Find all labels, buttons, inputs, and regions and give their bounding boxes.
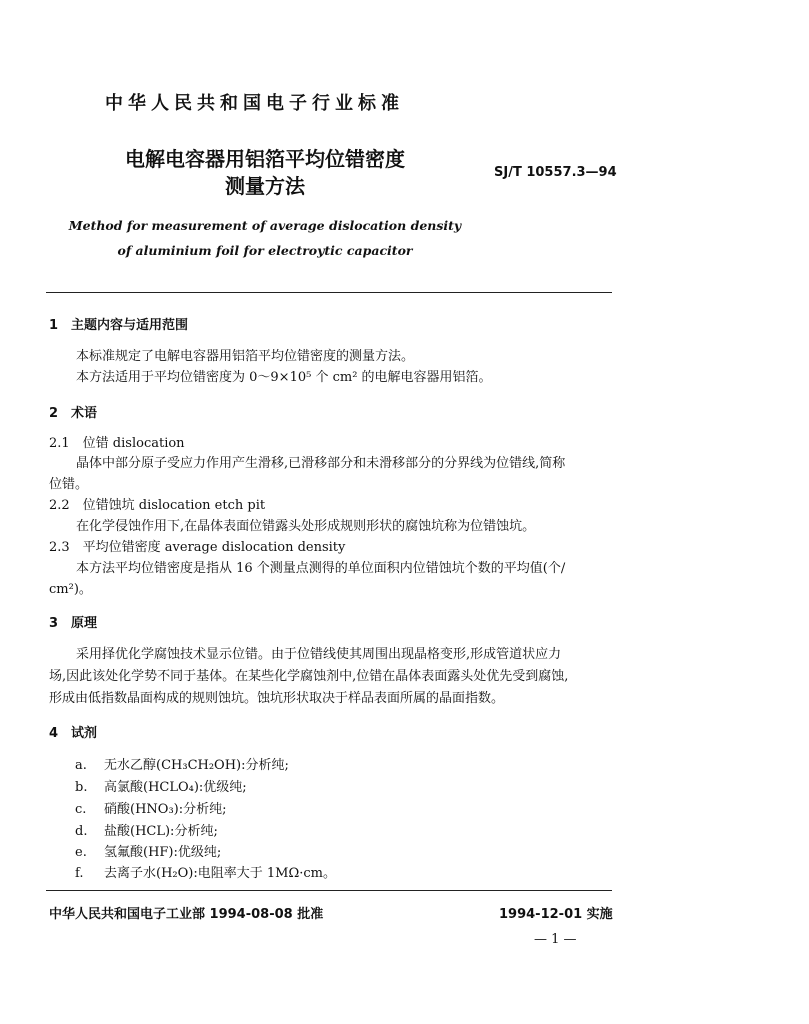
reagent-text: 高氯酸(HCLO₄):优级纯; <box>104 780 247 795</box>
reagent-item-f <box>75 862 336 881</box>
reagent-item-d <box>75 820 218 839</box>
page-number: — 1 — <box>534 932 577 947</box>
subsection-2-1-title: 2.1 位错 dislocation <box>49 436 185 451</box>
reagent-item-e <box>75 841 221 860</box>
section-3-line-2: 场,因此该处化学势不同于基体。在某些化学腐蚀剂中,位错在晶体表面露头处优先受到腐蚀, <box>49 669 569 684</box>
standard-header: 中华人民共和国电子行业标准 <box>105 93 404 114</box>
section-3-line-1: 采用择优化学腐蚀技术显示位错。由于位错线使其周围出现晶格变形,形成管道状应力 <box>76 647 562 662</box>
subsection-2-2-line-1: 在化学侵蚀作用下,在晶体表面位错露头处形成规则形状的腐蚀坑称为位错蚀坑。 <box>76 519 536 534</box>
header-rule <box>46 292 612 293</box>
reagent-text: 氢氟酸(HF):优级纯; <box>104 845 222 860</box>
reagent-item-c <box>75 798 227 817</box>
subsection-2-3-title: 2.3 平均位错密度 average dislocation density <box>49 540 346 555</box>
section-2-heading: 2 术语 <box>49 406 98 421</box>
reagent-label: b. <box>75 780 88 795</box>
reagent-text: 去离子水(H₂O):电阻率大于 1MΩ·cm。 <box>104 866 336 881</box>
subsection-2-2-title: 2.2 位错蚀坑 dislocation etch pit <box>49 498 266 513</box>
reagent-label: f. <box>75 866 84 881</box>
section-3-line-3: 形成由低指数晶面构成的规则蚀坑。蚀坑形状取决于样品表面所属的晶面指数。 <box>49 691 505 706</box>
reagent-label: c. <box>75 802 87 817</box>
subsection-2-3-line-1: 本方法平均位错密度是指从 16 个测量点测得的单位面积内位错蚀坑个数的平均值(个/ <box>76 561 566 576</box>
section-3-heading: 3 原理 <box>49 616 98 631</box>
subsection-2-3-line-2: cm²)。 <box>49 582 92 597</box>
section-1-paragraph-2: 本方法适用于平均位错密度为 0～9×10⁵ 个 cm² 的电解电容器用铝箔。 <box>76 370 492 385</box>
english-title-line-1: Method for measurement of average dislocation density <box>68 218 462 233</box>
reagent-text: 盐酸(HCL):分析纯; <box>104 824 218 839</box>
reagent-item-a <box>75 754 289 773</box>
title-line-1: 电解电容器用铝箔平均位错密度 <box>125 147 405 171</box>
reagent-item-b <box>75 776 247 795</box>
section-1-paragraph-1: 本标准规定了电解电容器用铝箔平均位错密度的测量方法。 <box>76 349 415 364</box>
footer-rule <box>46 890 612 891</box>
reagent-label: d. <box>75 824 88 839</box>
document-title <box>80 146 450 200</box>
reagent-text: 硝酸(HNO₃):分析纯; <box>104 802 227 817</box>
subsection-2-1-line-2: 位错。 <box>49 477 89 492</box>
section-1-heading: 1 主题内容与适用范围 <box>49 318 189 333</box>
section-4-heading: 4 试剂 <box>49 726 98 741</box>
standard-code: SJ/T 10557.3—94 <box>494 165 617 180</box>
implementation-date: 1994-12-01 实施 <box>499 907 613 922</box>
reagent-label: a. <box>75 758 87 773</box>
english-title-line-2: of aluminium foil for electroytic capacitor <box>117 243 413 258</box>
subsection-2-1-line-1: 晶体中部分原子受应力作用产生滑移,已滑移部分和未滑移部分的分界线为位错线,简称 <box>76 456 566 471</box>
title-line-2: 测量方法 <box>225 174 305 198</box>
approval-line: 中华人民共和国电子工业部 1994-08-08 批准 <box>49 907 324 922</box>
reagent-label: e. <box>75 845 87 860</box>
reagent-text: 无水乙醇(CH₃CH₂OH):分析纯; <box>104 758 289 773</box>
